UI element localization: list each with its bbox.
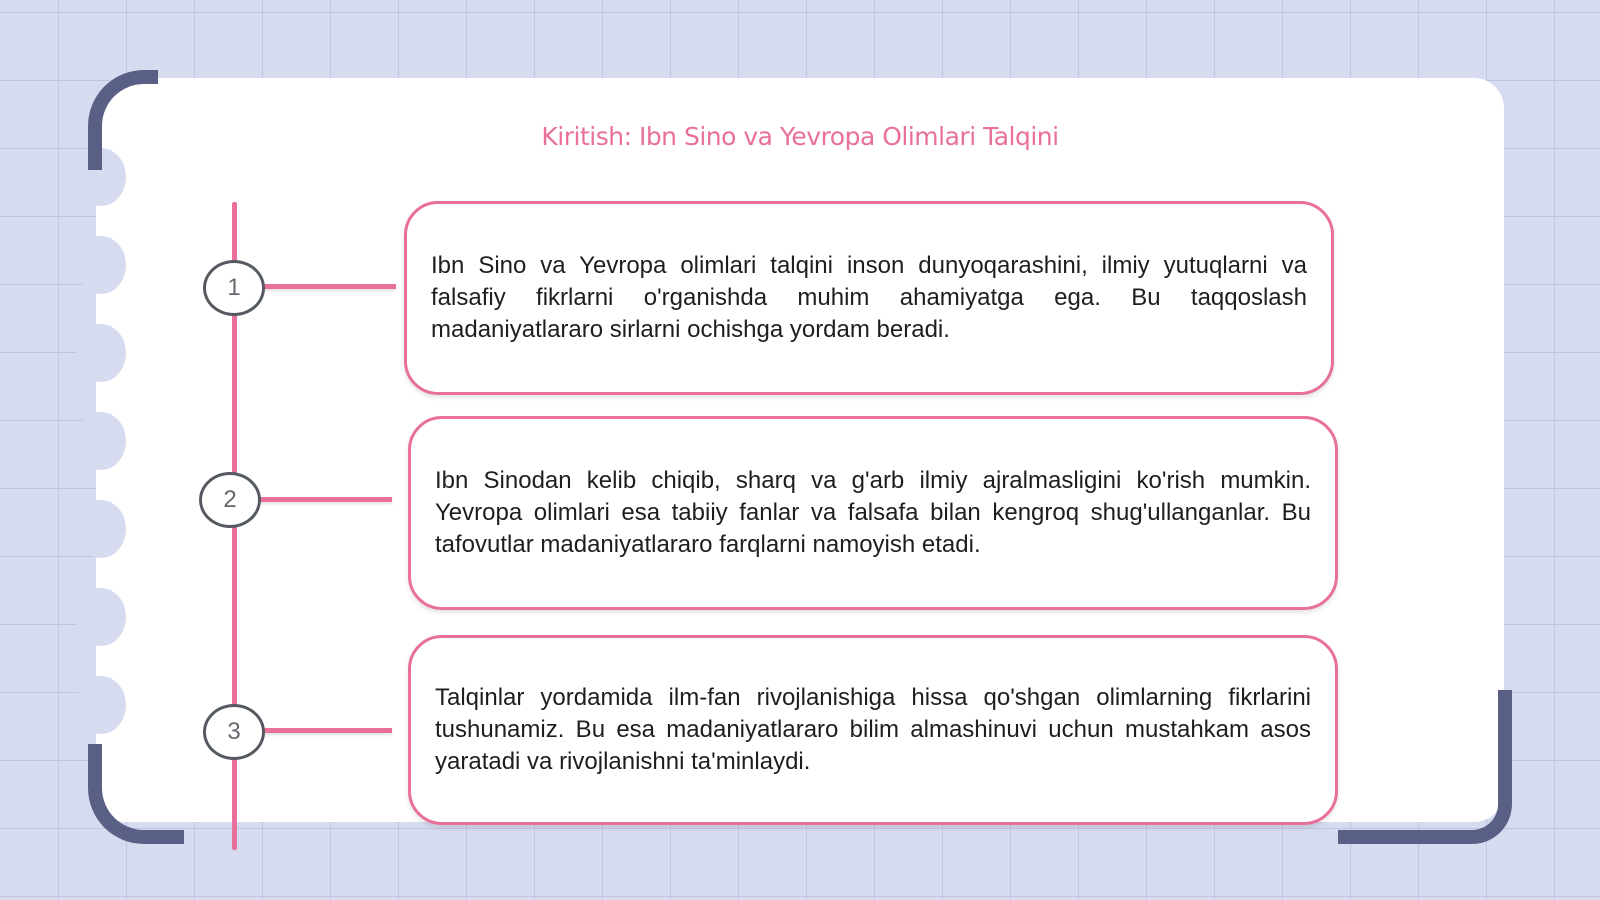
timeline-connector — [262, 284, 396, 289]
corner-bracket-bottom-left — [88, 744, 184, 844]
notebook-hole — [76, 500, 126, 558]
slide-title: Kiritish: Ibn Sino va Yevropa Olimlari Talqini — [541, 122, 1059, 151]
step-number-badge — [199, 472, 261, 528]
notebook-hole — [76, 588, 126, 646]
corner-bracket-top-left — [88, 70, 158, 170]
step-box — [404, 201, 1334, 395]
corner-bracket-bottom-right — [1338, 690, 1512, 844]
timeline-connector — [258, 497, 392, 502]
step-number: 3 — [227, 718, 241, 745]
step-text: Talqinlar yordamida ilm-fan rivojlanishiga hissa qo'shgan olimlarning fikrlarini tushunamiz. Bu esa madaniyatlararo bilim almashinuvi uchun mustahkam asos yaratadi va rivojlanishni ta'minlaydi. — [435, 684, 1311, 775]
step-number-badge — [203, 260, 265, 316]
timeline-connector — [262, 728, 392, 733]
step-number: 2 — [223, 486, 237, 513]
step-number-badge — [203, 704, 265, 760]
step-text: Ibn Sinodan kelib chiqib, sharq va g'arb ilmiy ajralmasligini ko'rish mumkin. Yevropa olimlari esa tabiiy fanlar va falsafa bilan kengroq shug'ullanganlar. Bu tafovutlar madaniyatlararo farqlarni namoyish etadi. — [435, 467, 1311, 558]
step-box — [408, 635, 1338, 825]
notebook-hole — [76, 412, 126, 470]
step-box — [408, 416, 1338, 610]
step-text: Ibn Sino va Yevropa olimlari talqini inson dunyoqarashini, ilmiy yutuqlarni va falsafiy fikrlarni o'rganishda muhim ahamiyatga ega. Bu taqqoslash madaniyatlararo sirlarni ochishga yordam beradi. — [431, 252, 1307, 343]
step-number: 1 — [227, 274, 241, 301]
notebook-hole — [76, 676, 126, 734]
notebook-hole — [76, 324, 126, 382]
notebook-hole — [76, 236, 126, 294]
